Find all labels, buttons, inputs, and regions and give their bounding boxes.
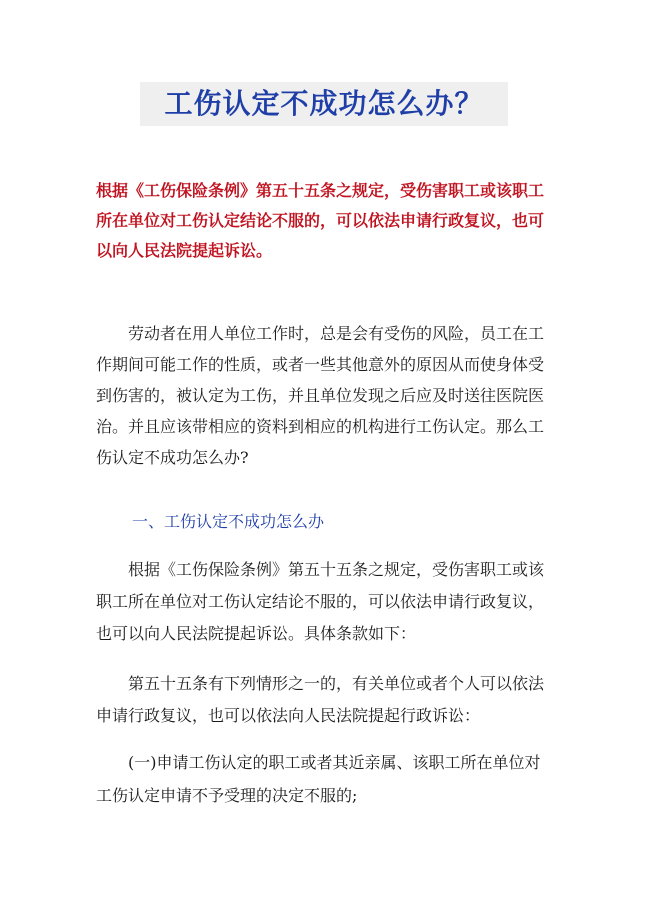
law-line: 职工所在单位对工伤认定结论不服的，可以依法申请行政复议， [96, 592, 545, 611]
intro-line: 作期间可能工作的性质，或者一些其他意外的原因从而使身体受 [96, 355, 545, 374]
intro-line: 劳动者在用人单位工作时，总是会有受伤的风险，员工在工 [96, 324, 545, 343]
intro-line: 治。并且应该带相应的资料到相应的机构进行工伤认定。那么工 [96, 417, 545, 436]
page-title: 工伤认定不成功怎么办？ [164, 87, 484, 120]
article-paragraph [96, 668, 566, 732]
article-line: 申请行政复议，也可以依法向人民法院提起行政诉讼： [96, 706, 481, 725]
item-line: 工伤认定申请不予受理的决定不服的; [96, 786, 358, 805]
summary-line: 以向人民法院提起诉讼。 [96, 241, 273, 260]
item-paragraph [96, 746, 566, 812]
law-line: 也可以向人民法院提起诉讼。具体条款如下： [96, 624, 417, 643]
intro-line: 到伤害的，被认定为工伤，并且单位发现之后应及时送往医院医 [96, 386, 545, 405]
summary-line: 所在单位对工伤认定结论不服的，可以依法申请行政复议，也可 [96, 211, 545, 230]
law-line: 根据《工伤保险条例》第五十五条之规定，受伤害职工或该 [96, 560, 545, 579]
summary-line: 根据《工伤保险条例》第五十五条之规定，受伤害职工或该职工 [96, 181, 545, 200]
section-heading: 一、工伤认定不成功怎么办 [132, 512, 325, 531]
item-line: (一)申请工伤认定的职工或者其近亲属、该职工所在单位对 [96, 753, 541, 772]
article-line: 第五十五条有下列情形之一的，有关单位或者个人可以依法 [96, 674, 545, 693]
title-highlight [140, 82, 508, 126]
intro-line: 伤认定不成功怎么办? [96, 448, 249, 467]
law-paragraph [96, 554, 566, 650]
intro-paragraph [96, 318, 566, 473]
summary-paragraph [96, 176, 564, 266]
